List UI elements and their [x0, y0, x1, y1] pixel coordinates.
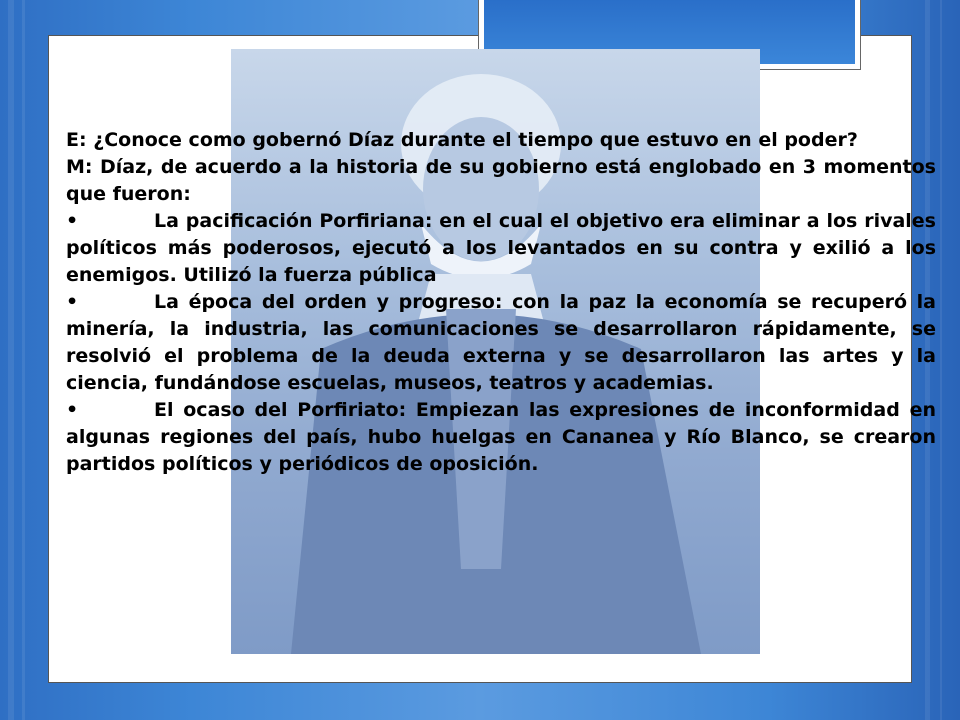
question-paragraph: E: ¿Conoce como gobernó Díaz durante el tiempo que estuvo en el poder?	[66, 129, 858, 151]
bullet-paragraph	[66, 397, 936, 478]
slide-body-text	[66, 127, 936, 478]
bullet-text: La época del orden y progreso: con la paz la economía se recuperó la minería, la industria, las comunicaciones se desarrollaron rápidamente, se resolvió el problema de la deuda externa y se desarrollaron las artes y la ciencia, fundándose escuelas, museos, teatros y academias.	[66, 291, 936, 394]
bullet-text: El ocaso del Porfiriato: Empiezan las expresiones de inconformidad en algunas regiones del país, hubo huelgas en Cananea y Río Blanco, se crearon partidos políticos y periódicos de oposición.	[66, 399, 936, 475]
bullet-text: La pacificación Porfiriana: en el cual el objetivo era eliminar a los rivales políticos más poderosos, ejecutó a los levantados en su contra y exilió a los enemigos. Utilizó la fuerza pública	[66, 210, 936, 286]
background-stripe	[940, 0, 942, 720]
background-stripe	[8, 0, 14, 720]
answer-intro-paragraph: M: Díaz, de acuerdo a la historia de su gobierno está englobado en 3 momentos que fueron:	[66, 156, 936, 205]
bullet-marker: •	[66, 399, 79, 421]
bullet-paragraph	[66, 289, 936, 397]
bullet-marker: •	[66, 291, 79, 313]
background-stripe	[22, 0, 25, 720]
bullet-paragraph	[66, 208, 936, 289]
bullet-marker: •	[66, 210, 79, 232]
